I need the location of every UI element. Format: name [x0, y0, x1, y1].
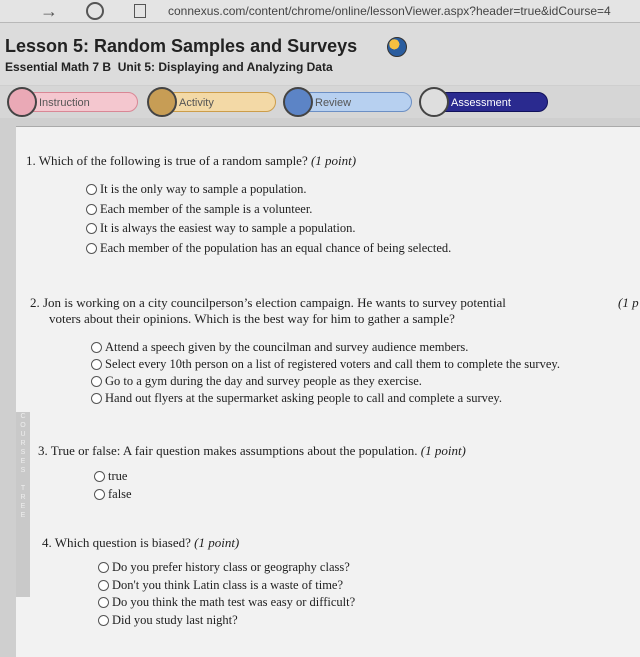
question-text: Which question is biased? — [54, 535, 191, 550]
course-info — [5, 60, 333, 74]
question-points: (1 p — [618, 295, 639, 310]
tab-review[interactable] — [284, 92, 412, 112]
question-3 — [38, 443, 466, 459]
radio-button[interactable] — [91, 393, 102, 404]
question-4-options — [98, 559, 355, 629]
radio-button[interactable] — [91, 359, 102, 370]
answer-option[interactable] — [91, 339, 560, 356]
side-strip[interactable]: C O U R S E S T R E E — [16, 412, 30, 597]
radio-button[interactable] — [98, 580, 109, 591]
answer-option[interactable] — [98, 559, 355, 577]
option-label: Each member of the sample is a volunteer. — [100, 201, 313, 216]
question-number: 2. — [30, 295, 40, 310]
option-label: false — [108, 487, 132, 501]
option-label: Do you prefer history class or geography class? — [112, 560, 350, 574]
page-title: Lesson 5: Random Samples and Surveys — [5, 36, 358, 56]
answer-option[interactable] — [94, 485, 132, 503]
radio-button[interactable] — [86, 243, 97, 254]
question-1-options — [86, 180, 451, 258]
question-points: (1 point) — [194, 535, 240, 550]
question-text: Which of the following is true of a random sample? — [38, 153, 308, 168]
answer-option[interactable] — [91, 356, 560, 373]
option-label: Did you study last night? — [112, 612, 238, 627]
answer-option[interactable] — [86, 200, 451, 220]
lesson-header — [0, 23, 640, 85]
review-icon — [283, 87, 313, 117]
assessment-icon — [419, 87, 449, 117]
answer-option[interactable] — [91, 390, 560, 407]
tab-assessment[interactable] — [420, 92, 548, 112]
forward-arrow-icon[interactable]: → — [40, 1, 58, 21]
option-label: true — [108, 469, 128, 483]
tab-label: Review — [315, 97, 352, 109]
tab-label: Activity — [179, 97, 214, 109]
activity-icon — [147, 87, 177, 117]
radio-button[interactable] — [98, 615, 109, 626]
page-icon — [134, 4, 146, 18]
course-name: Essential Math 7 B — [5, 60, 112, 74]
radio-button[interactable] — [94, 489, 105, 500]
globe-icon — [387, 37, 407, 57]
radio-button[interactable] — [86, 204, 97, 215]
question-text: True or false: A fair question makes assumptions about the population. — [50, 443, 418, 458]
question-number: 4. — [42, 535, 52, 550]
radio-button[interactable] — [91, 342, 102, 353]
question-1 — [26, 153, 356, 169]
answer-option[interactable] — [86, 239, 451, 259]
question-number: 3. — [38, 443, 48, 458]
question-text-continued: voters about their opinions. Which is the best way for him to gather a sample? — [49, 311, 455, 326]
option-label: Do you think the math test was easy or difficult? — [112, 595, 356, 609]
radio-button[interactable] — [86, 223, 97, 234]
radio-button[interactable] — [94, 471, 105, 482]
answer-option[interactable] — [86, 219, 451, 239]
instruction-icon — [7, 87, 37, 117]
radio-button[interactable] — [86, 184, 97, 195]
assessment-content — [16, 126, 640, 657]
tab-activity[interactable] — [148, 92, 276, 112]
option-label: Hand out flyers at the supermarket asking people to call and complete a survey. — [105, 391, 502, 405]
answer-option[interactable] — [98, 612, 355, 630]
unit-name: Unit 5: Displaying and Analyzing Data — [117, 60, 333, 74]
option-label: Attend a speech given by the councilman and survey audience members. — [105, 340, 469, 354]
tab-label: Assessment — [451, 97, 511, 109]
radio-button[interactable] — [91, 376, 102, 387]
question-number: 1. — [26, 153, 36, 168]
lesson-tabs — [0, 86, 640, 118]
radio-button[interactable] — [98, 597, 109, 608]
option-label: Go to a gym during the day and survey people as they exercise. — [105, 374, 422, 388]
option-label: It is always the easiest way to sample a population. — [100, 221, 356, 235]
question-4 — [42, 535, 239, 551]
reload-icon[interactable] — [86, 2, 104, 20]
answer-option[interactable] — [98, 577, 355, 595]
option-label: It is the only way to sample a population. — [100, 182, 307, 196]
question-3-options — [94, 467, 132, 503]
tab-instruction[interactable] — [8, 92, 138, 112]
tab-label: Instruction — [39, 97, 90, 109]
question-2-options — [91, 339, 560, 407]
question-2 — [30, 295, 506, 327]
answer-option[interactable] — [98, 594, 355, 612]
option-label: Each member of the population has an equal chance of being selected. — [100, 240, 452, 255]
answer-option[interactable] — [86, 180, 451, 200]
option-label: Don't you think Latin class is a waste of time? — [112, 577, 344, 592]
address-bar[interactable]: connexus.com/content/chrome/online/lessonViewer.aspx?header=true&idCourse=4 — [168, 4, 611, 18]
radio-button[interactable] — [98, 562, 109, 573]
question-points: (1 point) — [310, 153, 357, 168]
answer-option[interactable] — [91, 373, 560, 390]
browser-toolbar — [0, 0, 640, 23]
answer-option[interactable] — [94, 467, 132, 485]
option-label: Select every 10th person on a list of registered voters and call them to complete the survey. — [105, 357, 560, 371]
question-points: (1 point) — [420, 443, 466, 458]
question-text: Jon is working on a city councilperson’s election campaign. He wants to survey potential — [43, 295, 506, 310]
